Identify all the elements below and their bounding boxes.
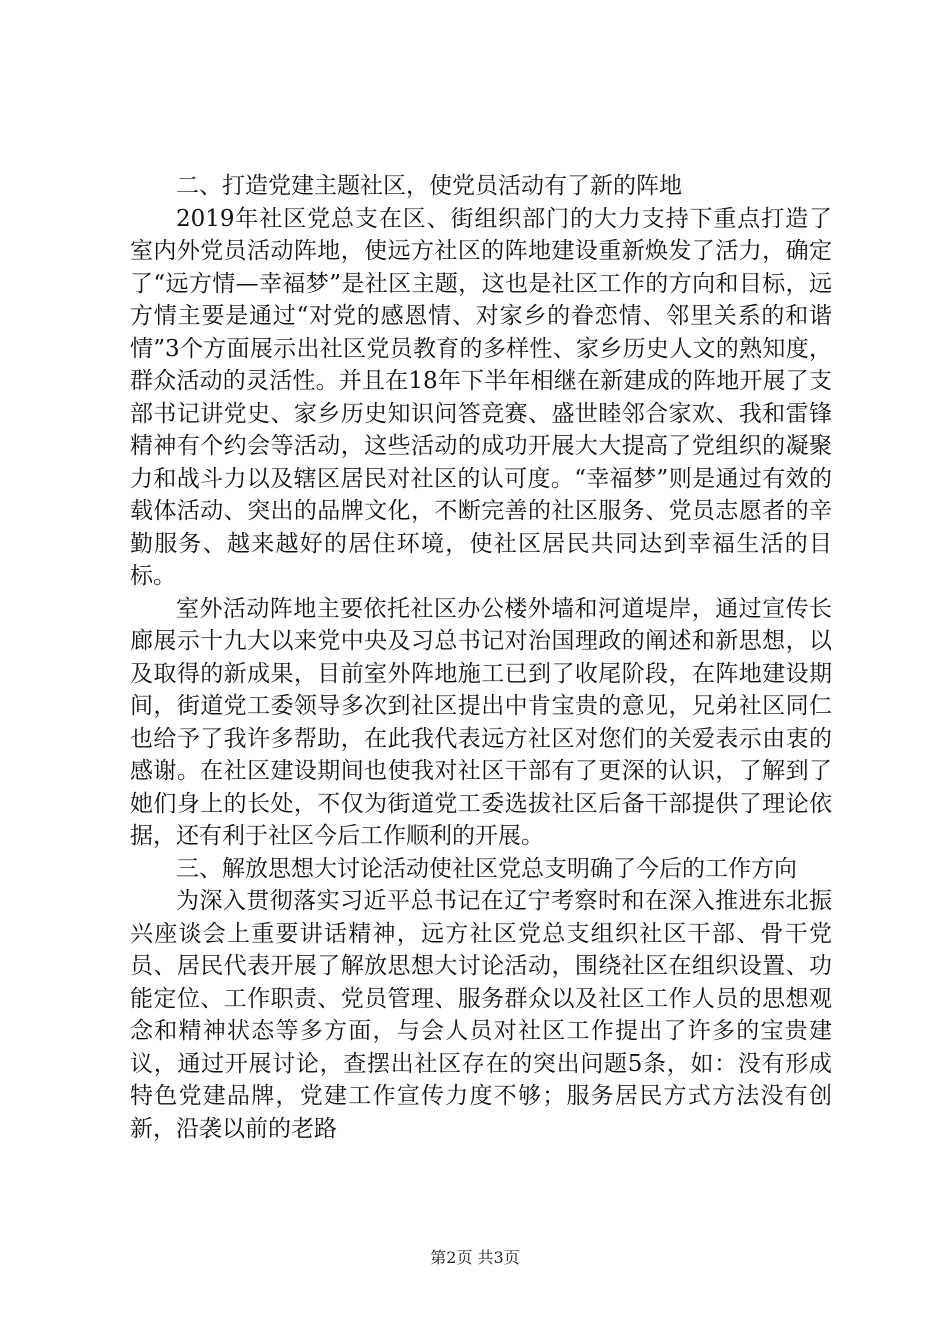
document-body	[130, 170, 832, 1145]
section-heading-2: 二、打造党建主题社区，使党员活动有了新的阵地	[176, 173, 682, 199]
paragraph: 室外活动阵地主要依托社区办公楼外墙和河道堤岸，通过宣传长廊展示十九大以来党中央及习总书记对治国理政的阐述和新思想，以及取得的新成果，目前室外阵地施工已到了收尾阶段，在阵地建设期间，街道党工委领导多次到社区提出中肯宝贵的意见，兄弟社区同仁也给予了我许多帮助，在此我代表远方社区对您们的关爱表示由衷的感谢。在社区建设期间也使我对社区干部有了更深的认识，了解到了她们身上的长处，不仅为街道党工委选拔社区后备干部提供了理论依据，还有利于社区今后工作顺利的开展。	[130, 595, 832, 849]
section-heading-3: 三、解放思想大讨论活动使社区党总支明确了今后的工作方向	[176, 855, 797, 882]
page-number: 第2页 共3页	[430, 1248, 520, 1267]
paragraph: 为深入贯彻落实习近平总书记在辽宁考察时和在深入推进东北振兴座谈会上重要讲话精神，远方社区党总支组织社区干部、骨干党员、居民代表开展了解放思想大讨论活动，围绕社区在组织设置、功能定位、工作职责、党员管理、服务群众以及社区工作人员的思想观念和精神状态等多方面，与会人员对社区工作提出了许多的宝贵建议，通过开展讨论，查摆出社区存在的突出问题5条，如：没有形成特色党建品牌，党建工作宣传力度不够；服务居民方式方法没有创新，沿袭以前的老路	[130, 888, 832, 1142]
paragraph: 2019年社区党总支在区、街组织部门的大力支持下重点打造了室内外党员活动阵地，使远方社区的阵地建设重新焕发了活力，确定了“远方情—幸福梦”是社区主题，这也是社区工作的方向和目标，远方情主要是通过“对党的感恩情、对家乡的眷恋情、邻里关系的和谐情”3个方面展示出社区党员教育的多样性、家乡历史人文的熟知度，群众活动的灵活性。并且在18年下半年相继在新建成的阵地开展了支部书记讲党史、家乡历史知识问答竞赛、盛世睦邻合家欢、我和雷锋精神有个约会等活动，这些活动的成功开展大大提高了党组织的凝聚力和战斗力以及辖区居民对社区的认可度。“幸福梦”则是通过有效的载体活动、突出的品牌文化，不断完善的社区服务、党员志愿者的辛勤服务、越来越好的居住环境，使社区居民共同达到幸福生活的目标。	[130, 205, 832, 589]
